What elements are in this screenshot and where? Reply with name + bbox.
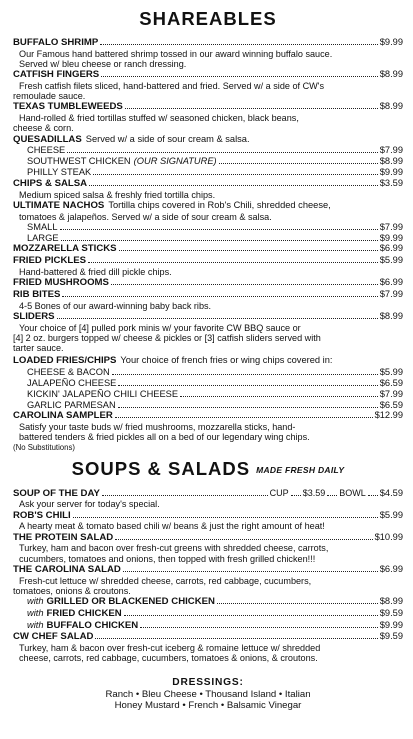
- leader-dots: [180, 396, 378, 397]
- item-description: remoulade sauce.: [13, 91, 86, 102]
- item-name: QUESADILLAS: [13, 133, 82, 145]
- menu-item-protein-salad: [13, 532, 403, 544]
- item-description: A hearty meat & tomato based chili w/ beans & just the right amount of heat!: [19, 521, 325, 532]
- option-label: SMALL: [27, 221, 58, 232]
- option-row: [13, 167, 403, 178]
- item-name: MOZZARELLA STICKS: [13, 243, 117, 255]
- option-row: [13, 378, 403, 389]
- leader-dots: [61, 240, 378, 241]
- item-description: Fresh catfish filets sliced, hand-battered and fried. Served w/ a side of CW's: [19, 81, 325, 91]
- option-price: $8.99: [379, 596, 403, 607]
- dressings-list: Ranch • Bleu Cheese • Thousand Island • Italian: [105, 688, 311, 700]
- item-description: Ask your server for today's special.: [19, 499, 160, 510]
- option-price: $9.99: [379, 167, 403, 177]
- item-name: BUFFALO SHRIMP: [13, 37, 99, 48]
- leader-dots: [327, 495, 337, 496]
- item-price: $5.99: [379, 509, 403, 520]
- leader-dots: [219, 163, 378, 164]
- item-price: $8.99: [379, 101, 403, 112]
- option-row: [13, 620, 403, 632]
- menu-item-soup-of-the-day: [13, 488, 403, 500]
- option-price: $8.99: [379, 156, 403, 167]
- item-description: Served w/ bleu cheese or ranch dressing.: [19, 59, 187, 69]
- leader-dots: [124, 615, 378, 616]
- soups-salads-title: [13, 458, 403, 481]
- item-price: $6.99: [379, 563, 403, 574]
- menu-item-catfish-fingers: [13, 69, 403, 81]
- bowl-price: $4.59: [379, 487, 403, 498]
- leader-dots: [101, 76, 378, 77]
- item-name: ROB'S CHILI: [13, 509, 71, 521]
- item-price: $9.99: [379, 37, 403, 47]
- item-description: Fresh-cut lettuce w/ shredded cheese, carrots, red cabbage, cucumbers,: [19, 575, 312, 586]
- option-label: CHEESE: [27, 145, 66, 156]
- menu-item-sliders: [13, 311, 403, 323]
- option-label: GRILLED OR BLACKENED CHICKEN: [46, 596, 215, 608]
- leader-dots: [62, 296, 377, 297]
- leader-dots: [111, 284, 378, 285]
- menu-item-cw-chef-salad: [13, 631, 403, 643]
- item-description: cheese, carrots, red cabbage, cucumbers, tomatoes & onions, & croutons.: [19, 653, 318, 664]
- leader-dots: [125, 108, 378, 109]
- item-price: $6.99: [379, 277, 403, 288]
- item-description: Satisfy your taste buds w/ fried mushrooms, mozzarella sticks, hand-: [19, 422, 296, 433]
- leader-dots: [95, 638, 377, 639]
- item-name: THE CAROLINA SALAD: [13, 563, 121, 575]
- item-price: $8.99: [379, 310, 403, 321]
- option-row: [13, 156, 403, 167]
- leader-dots: [119, 250, 378, 251]
- option-row: [13, 367, 403, 378]
- menu-item-quesadillas: [13, 134, 403, 146]
- item-description: cucumbers, tomatoes and onions, then topped with fresh grilled chicken!!!: [19, 553, 316, 564]
- option-label: BUFFALO CHICKEN: [46, 619, 139, 631]
- leader-dots: [102, 495, 268, 496]
- option-price: $7.99: [379, 145, 403, 156]
- item-price: $3.59: [379, 177, 403, 188]
- item-description: tomatoes & jalapeños. Served w/ a side of sour cream & salsa.: [19, 211, 272, 222]
- option-price: $7.99: [379, 221, 403, 232]
- item-description: Medium spiced salsa & freshly fried tortilla chips.: [19, 189, 216, 200]
- item-note: Tortilla chips covered in Rob's Chili, shredded cheese,: [108, 199, 331, 210]
- option-row: [13, 145, 403, 156]
- leader-dots: [100, 44, 377, 45]
- leader-dots: [140, 627, 378, 628]
- item-description: tarter sauce.: [13, 343, 64, 354]
- option-price: $5.99: [379, 367, 403, 378]
- menu-item-carolina-salad: [13, 564, 403, 576]
- item-name: SOUP OF THE DAY: [13, 487, 100, 499]
- item-description: 4-5 Bones of our award-winning baby back ribs.: [19, 300, 212, 311]
- option-with: with: [27, 607, 44, 618]
- menu-item-robs-chili: [13, 510, 403, 522]
- item-price: $6.99: [379, 243, 403, 254]
- item-description: battered tenders & fried pickles all on a bed of our legendary wing chips.: [19, 432, 310, 443]
- item-name: RIB BITES: [13, 288, 61, 300]
- leader-dots: [217, 603, 378, 604]
- leader-dots: [88, 262, 378, 263]
- option-label: FRIED CHICKEN: [46, 607, 122, 619]
- item-note: Served w/ a side of sour cream & salsa.: [85, 133, 250, 144]
- leader-dots: [291, 495, 301, 496]
- menu-item-mozzarella-sticks: [13, 243, 403, 255]
- option-label: PHILLY STEAK: [27, 167, 92, 177]
- item-description: Hand-rolled & fried tortillas stuffed w/ seasoned chicken, black beans,: [19, 113, 299, 124]
- section-heading: SOUPS & SALADS: [71, 457, 251, 479]
- option-row: [13, 596, 403, 608]
- option-row: [13, 608, 403, 620]
- option-label: CHEESE & BACON: [27, 367, 110, 378]
- option-row: [13, 233, 403, 244]
- dressings-title: DRESSINGS:: [172, 676, 244, 688]
- option-price: $9.59: [379, 607, 403, 618]
- option-row: [13, 389, 403, 400]
- leader-dots: [115, 539, 372, 540]
- cup-label: CUP: [269, 487, 289, 498]
- menu-item-loaded-fries: [13, 355, 403, 367]
- item-name: FRIED PICKLES: [13, 255, 87, 267]
- menu-item-fried-pickles: [13, 255, 403, 267]
- item-name: CAROLINA SAMPLER: [13, 410, 113, 422]
- shareables-title: SHAREABLES: [139, 8, 277, 29]
- menu-item-rib-bites: [13, 289, 403, 301]
- leader-dots: [112, 374, 378, 375]
- option-with: with: [27, 596, 44, 607]
- option-price: $6.59: [379, 399, 403, 410]
- item-name: ULTIMATE NACHOS: [13, 199, 105, 211]
- leader-dots: [118, 385, 377, 386]
- option-label: JALAPEÑO CHEESE: [27, 377, 117, 388]
- leader-dots: [89, 185, 378, 186]
- item-description: tomatoes, onions & croutons.: [13, 585, 131, 596]
- item-description: Hand-battered & fried dill pickle chips.: [19, 266, 172, 277]
- option-label-emphasis: (OUR SIGNATURE): [133, 156, 217, 167]
- item-name: LOADED FRIES/CHIPS: [13, 355, 117, 367]
- item-description: [4] 2 oz. burgers topped w/ cheese & pickles or [3] catfish sliders served with: [13, 332, 321, 343]
- menu-item-ultimate-nachos: [13, 200, 403, 212]
- item-note: (No Substitutions): [13, 442, 75, 452]
- item-note: Your choice of french fries or wing chips covered in:: [120, 355, 333, 366]
- leader-dots: [118, 407, 378, 408]
- option-label: LARGE: [27, 232, 59, 243]
- option-price: $9.99: [379, 232, 403, 243]
- leader-dots: [93, 174, 377, 175]
- leader-dots: [60, 229, 378, 230]
- option-with: with: [27, 619, 44, 630]
- item-name: CATFISH FINGERS: [13, 69, 100, 81]
- item-price: $7.99: [379, 288, 403, 299]
- item-price: $9.59: [379, 631, 403, 642]
- section-subtitle: MADE FRESH DAILY: [256, 464, 345, 475]
- item-description: Your choice of [4] pulled pork minis w/ your favorite CW BBQ sauce or: [19, 322, 301, 333]
- menu-item-texas-tumbleweeds: [13, 101, 403, 113]
- item-description: Turkey, ham & bacon over fresh-cut iceberg & romaine lettuce w/ shredded: [19, 643, 321, 654]
- item-name: TEXAS TUMBLEWEEDS: [13, 101, 123, 113]
- leader-dots: [115, 417, 373, 418]
- item-price: $12.99: [374, 410, 403, 421]
- item-name: CHIPS & SALSA: [13, 177, 88, 189]
- leader-dots: [368, 495, 378, 496]
- item-description: Our Famous hand battered shrimp tossed in our award winning buffalo sauce.: [19, 48, 333, 59]
- option-price: $7.99: [379, 388, 403, 399]
- item-description: cheese & corn.: [13, 123, 74, 134]
- item-price: $5.99: [379, 255, 403, 266]
- menu-item-carolina-sampler: [13, 410, 403, 422]
- item-price: $10.99: [374, 531, 403, 542]
- item-description: Turkey, ham and bacon over fresh-cut greens with shredded cheese, carrots,: [19, 543, 329, 554]
- option-row: [13, 400, 403, 411]
- option-price: $9.99: [379, 619, 403, 630]
- menu-item-chips-salsa: [13, 178, 403, 190]
- leader-dots: [57, 318, 378, 319]
- cup-price: $3.59: [302, 487, 326, 498]
- item-name: CW CHEF SALAD: [13, 631, 94, 643]
- item-name: THE PROTEIN SALAD: [13, 531, 114, 543]
- option-label: SOUTHWEST CHICKEN: [27, 156, 131, 167]
- leader-dots: [73, 517, 378, 518]
- option-label: KICKIN' JALAPEÑO CHILI CHEESE: [27, 388, 179, 399]
- bowl-label: BOWL: [339, 487, 366, 498]
- leader-dots: [67, 152, 378, 153]
- option-price: $6.59: [379, 377, 403, 388]
- item-name: SLIDERS: [13, 310, 55, 322]
- menu-item-buffalo-shrimp: [13, 37, 403, 49]
- option-row: [13, 222, 403, 233]
- leader-dots: [123, 571, 378, 572]
- menu-item-fried-mushrooms: [13, 277, 403, 289]
- item-name: FRIED MUSHROOMS: [13, 277, 109, 289]
- item-price: $8.99: [379, 69, 403, 80]
- option-label: GARLIC PARMESAN: [27, 399, 116, 410]
- dressings-list: Honey Mustard • French • Balsamic Vinegar: [114, 700, 302, 712]
